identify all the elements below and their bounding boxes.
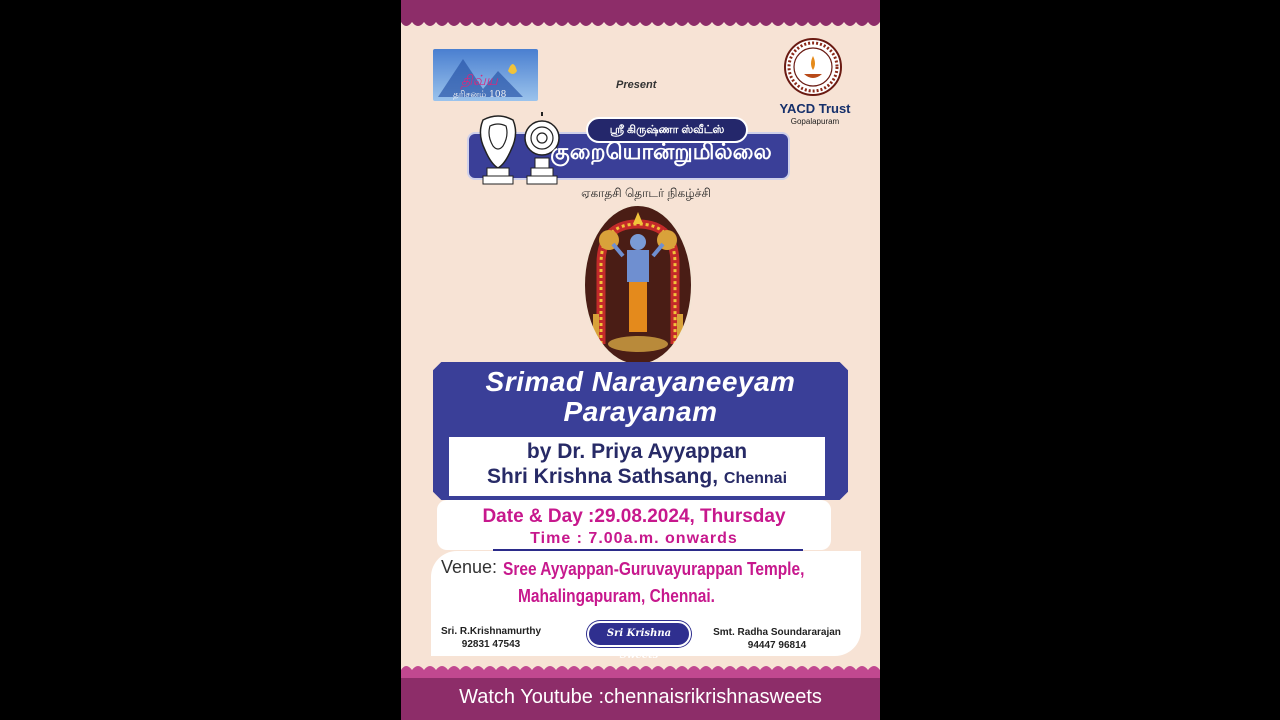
svg-text:தரிசனம் 108: தரிசனம் 108 xyxy=(453,90,507,100)
top-scallop-border xyxy=(401,18,880,30)
event-title-line1: Srimad Narayaneeyam xyxy=(485,366,796,397)
sri-krishna-sweets-logo: Sri Krishna Sweets xyxy=(587,621,691,647)
divya-darisanam-logo xyxy=(433,49,538,101)
event-poster xyxy=(401,0,880,720)
contact-right-name: Smt. Radha Soundararajan xyxy=(713,627,841,638)
yacd-trust-place: Gopalapuram xyxy=(790,117,840,126)
organization-city: Chennai xyxy=(723,470,788,487)
present-label: Present xyxy=(616,79,657,91)
event-date: Date & Day :29.08.2024, Thursday xyxy=(482,506,786,527)
contact-right-phone: 94447 96814 xyxy=(747,640,807,651)
svg-text:திவ்ய: திவ்ய xyxy=(461,73,498,89)
youtube-footer: Watch Youtube :chennaisrikrishnasweets xyxy=(459,686,822,708)
event-time: Time : 7.00a.m. onwards xyxy=(530,530,738,547)
yacd-trust-name: YACD Trust xyxy=(779,101,851,116)
deity-image xyxy=(583,204,693,366)
speaker-organization xyxy=(449,465,825,489)
organization-name: Shri Krishna Sathsang, xyxy=(486,465,719,488)
bottom-pink-band xyxy=(401,672,880,678)
event-title-line2: Parayanam xyxy=(563,396,718,427)
venue-line2: Mahalingapuram, Chennai. xyxy=(518,586,715,606)
banner-subtitle: ஏகாதசி தொடர் நிகழ்ச்சி xyxy=(581,186,711,200)
venue-label: Venue: xyxy=(441,557,498,577)
contact-left-name: Sri. R.Krishnamurthy xyxy=(440,626,542,637)
venue-line1: Sree Ayyappan-Guruvayurappan Temple, xyxy=(503,559,805,579)
contact-left-phone: 92831 47543 xyxy=(461,639,521,650)
speaker-name: by Dr. Priya Ayyappan xyxy=(526,440,748,463)
yacd-seal-logo xyxy=(784,38,842,96)
banner-title: குறையொன்றுமில்லை xyxy=(550,139,772,164)
conch-shell-icon xyxy=(473,112,523,188)
banner-tag: ஸ்ரீ கிருஷ்ணா ஸ்வீட்ஸ் xyxy=(586,117,748,143)
